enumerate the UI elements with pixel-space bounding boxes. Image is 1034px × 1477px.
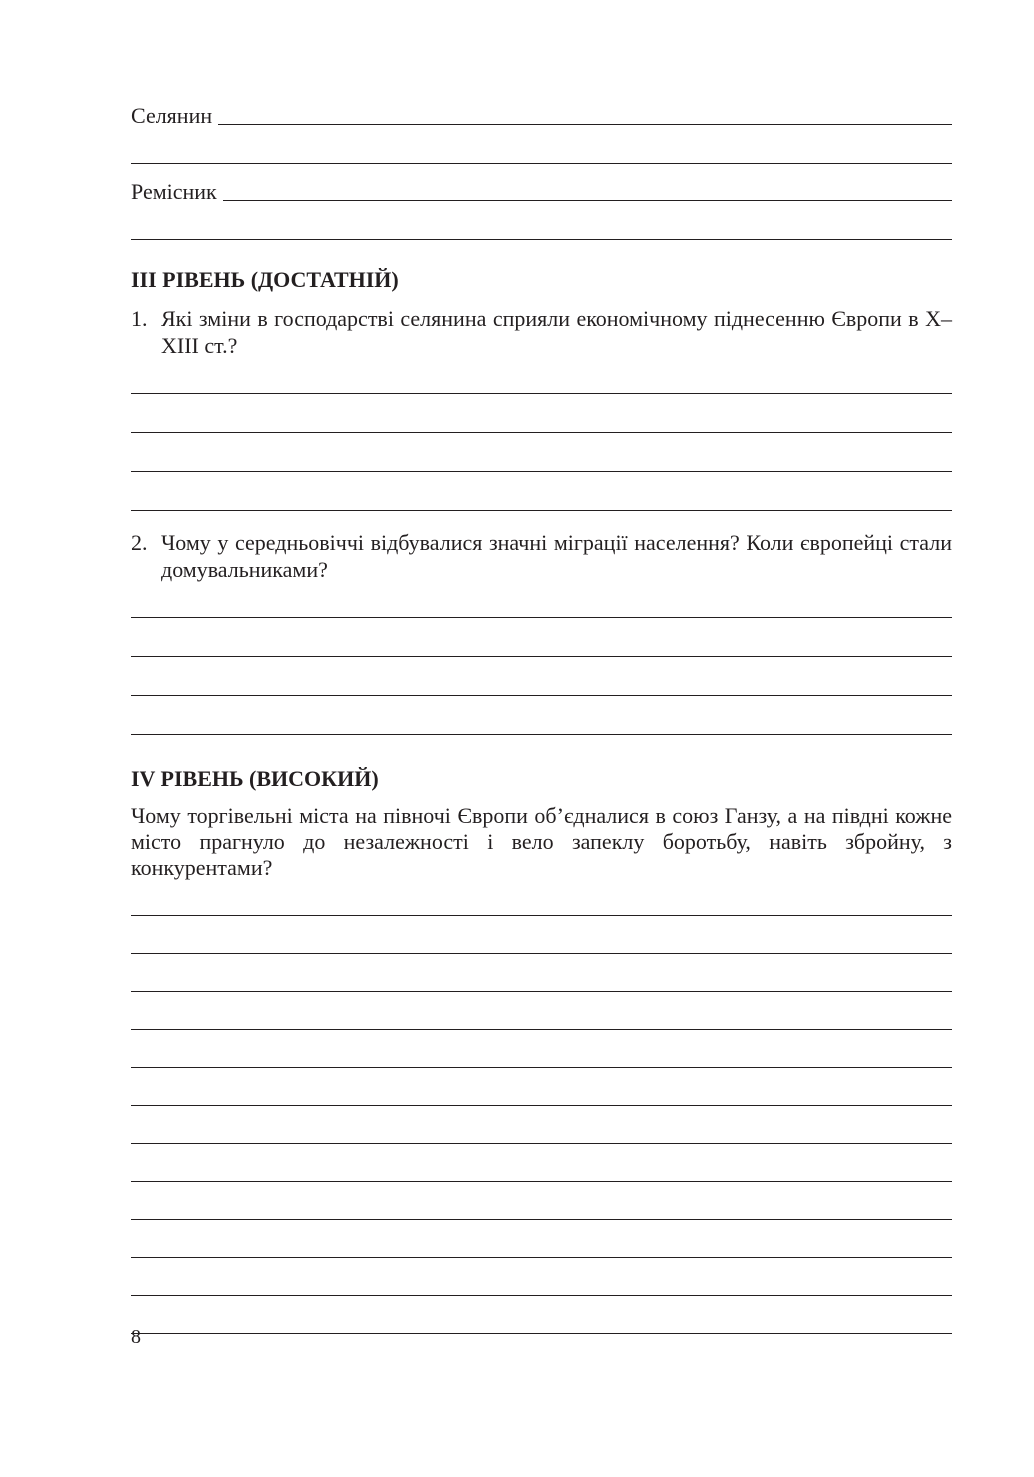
peasant-answer-line[interactable] <box>218 102 952 125</box>
answer-line[interactable] <box>131 916 952 954</box>
answer-line[interactable] <box>131 1030 952 1068</box>
answer-line[interactable] <box>131 472 952 511</box>
question-number: 2. <box>131 530 148 555</box>
answer-line[interactable] <box>131 1220 952 1258</box>
artisan-field <box>131 178 952 205</box>
answer-line[interactable] <box>131 696 952 735</box>
answer-line[interactable] <box>131 657 952 696</box>
answer-line[interactable] <box>131 1144 952 1182</box>
answer-line[interactable] <box>131 1258 952 1296</box>
answer-line[interactable] <box>131 992 952 1030</box>
section-4-heading: IV РІВЕНЬ (ВИСОКИЙ) <box>131 766 379 791</box>
answer-line[interactable] <box>131 394 952 433</box>
question-1 <box>131 305 952 359</box>
answer-block-4 <box>131 879 952 1334</box>
answer-block-2 <box>131 581 952 735</box>
artisan-answer-line[interactable] <box>223 178 952 201</box>
answer-line[interactable] <box>131 879 952 916</box>
question-text: Чому у середньовіччі відбувалися значні міграції населення? Коли європейці стали домувальниками? <box>161 530 952 582</box>
answer-block-1 <box>131 357 952 511</box>
answer-line[interactable] <box>131 205 952 240</box>
answer-line[interactable] <box>131 1106 952 1144</box>
peasant-label: Селянин <box>131 103 213 128</box>
answer-line[interactable] <box>131 618 952 657</box>
answer-line[interactable] <box>131 129 952 164</box>
section-3-heading: III РІВЕНЬ (ДОСТАТНІЙ) <box>131 267 399 292</box>
answer-line[interactable] <box>131 357 952 394</box>
answer-line[interactable] <box>131 433 952 472</box>
question-number: 1. <box>131 306 148 331</box>
question-4: Чому торгівельні міста на півночі Європи об’єдналися в союз Ганзу, а на півдні кожне місто прагнуло до незалежності і вело запеклу боротьбу, навіть збройну, з конкурентами? <box>131 803 952 880</box>
answer-line[interactable] <box>131 1296 952 1334</box>
answer-line[interactable] <box>131 1182 952 1220</box>
question-text: Які зміни в господарстві селянина сприяли економічному піднесенню Європи в Х–ХІІІ ст.? <box>161 306 952 358</box>
page-number: 8 <box>131 1326 141 1348</box>
answer-line[interactable] <box>131 581 952 618</box>
question-2 <box>131 529 952 583</box>
answer-line[interactable] <box>131 1068 952 1106</box>
answer-line[interactable] <box>131 954 952 992</box>
artisan-label: Ремісник <box>131 179 217 204</box>
peasant-field <box>131 102 952 129</box>
